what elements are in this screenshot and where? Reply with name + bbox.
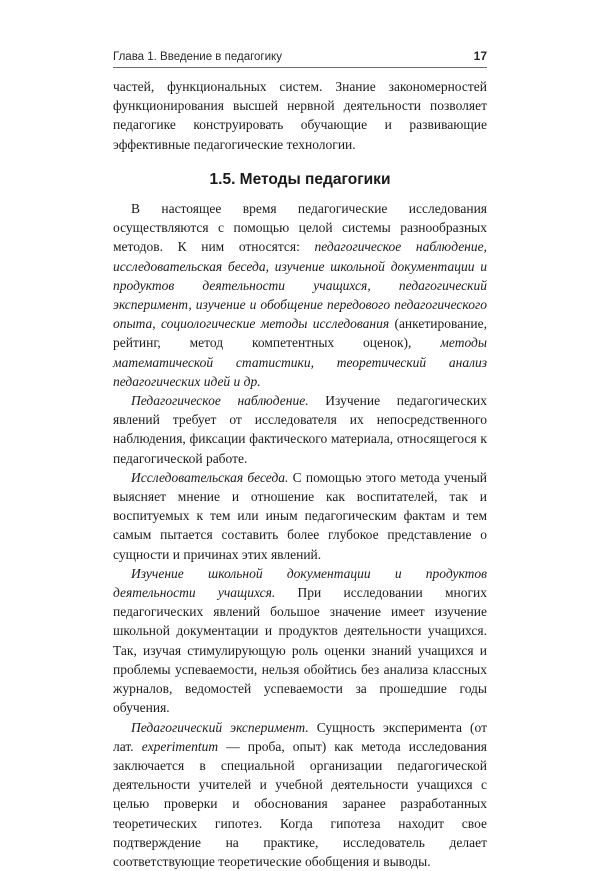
paragraph-text: С помощью этого метода ученый выясняет мнение и отношение как воспитателей, так и воспитуемых к тем или иным педагогическим фактам и тем самым пытается составить более глубокое представление о сущности и причинах этих явлений. xyxy=(113,470,487,562)
methods-list-italic: методы математической статистики, теоретический анализ педагогических идей и др. xyxy=(113,335,487,388)
paragraph-text: (анкетирование, рейтинг, метод компетентных оценок), xyxy=(113,316,487,350)
header-divider xyxy=(113,67,487,68)
paragraph-text: В настоящее время педагогические исследования осуществляются с помощью целой системы разнообразных методов. К ним относятся: xyxy=(113,201,487,254)
paragraph-text: частей, функциональных систем. Знание закономерностей функционирования высшей нервной деятельности позволяет педагогике конструировать обучающие и развивающие эффективные педагогические технологии. xyxy=(113,79,487,152)
page-number: 17 xyxy=(474,49,487,63)
paragraph-text: — проба, опыт) как метода исследования заключается в специальной организации педагогической деятельности учителей и учебной деятельности учащихся с целью проверки и обоснования заранее разработанных теоретических гипотез. Когда гипотеза находит свое подтверждение на практике, исследователь делает соответствующие теоретические обобщения и выводы. xyxy=(113,739,487,869)
paragraph-methods-intro xyxy=(113,199,487,391)
paragraph-continuation xyxy=(113,77,487,154)
methods-list-italic: педагогическое наблюдение, исследовательская беседа, изучение школьной документации и продуктов деятельности учащихся, педагогический эксперимент, изучение и обобщение передового педагогического опыта, социологические методы исследования xyxy=(113,239,487,331)
paragraph-text: Изучение педагогических явлений требует от исследователя их непосредственного наблюдения, фиксации фактического материала, относящегося к педагогической работе. xyxy=(113,393,487,466)
latin-term-italic: experimentum xyxy=(142,739,218,754)
paragraph-experiment xyxy=(113,718,487,871)
section-heading: 1.5. Методы педагогики xyxy=(113,170,487,189)
term-italic: Педагогический эксперимент. xyxy=(131,720,309,735)
term-italic: Педагогическое наблюдение. xyxy=(131,393,309,408)
paragraph-observation xyxy=(113,391,487,468)
running-header xyxy=(113,49,487,63)
paragraph-conversation xyxy=(113,468,487,564)
term-italic: Изучение школьной документации и продуктов деятельности учащихся. xyxy=(113,566,487,600)
paragraph-documentation xyxy=(113,564,487,718)
term-italic: Исследовательская беседа. xyxy=(131,470,288,485)
page-body xyxy=(113,77,487,871)
paragraph-text: При исследовании многих педагогических явлений большое значение имеет изучение школьной документации и продуктов деятельности учащихся. Так, изучая стимулирующую роль оценки знаний учащихся и проблемы успеваемости, нельзя обойтись без анализа классных журналов, ведомостей успеваемости за прошедшие годы обучения. xyxy=(113,585,487,715)
chapter-title: Глава 1. Введение в педагогику xyxy=(113,51,282,63)
paragraph-text: Сущность эксперимента (от лат. xyxy=(113,720,487,754)
